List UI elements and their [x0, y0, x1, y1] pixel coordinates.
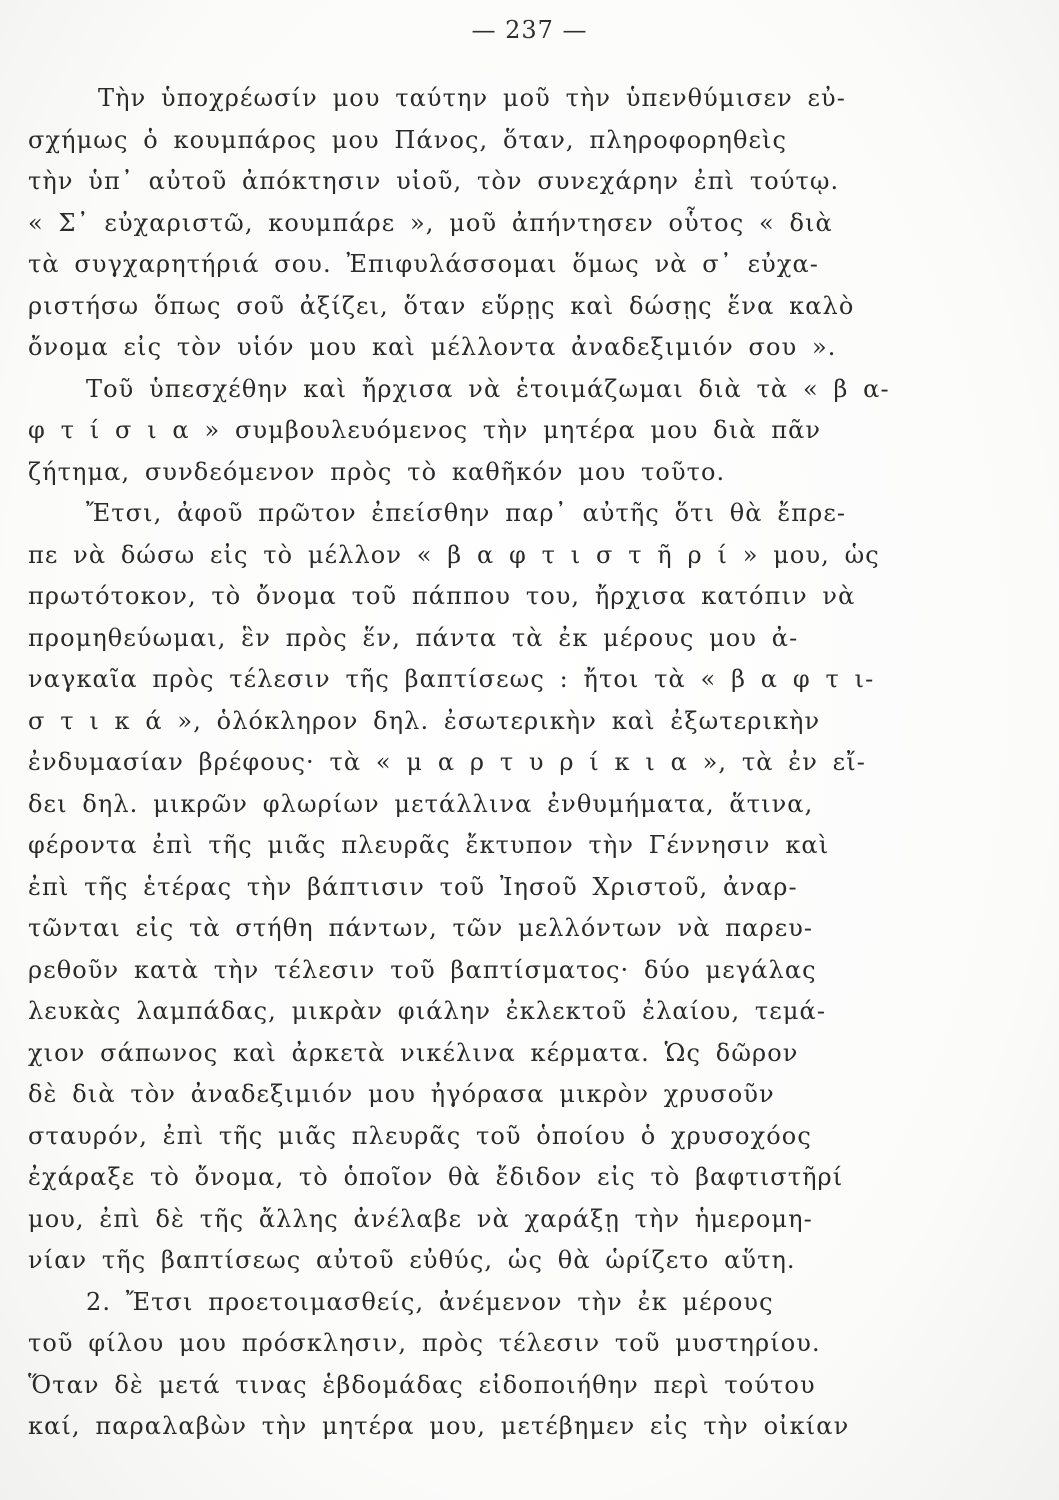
text-line: λευκὰς λαμπάδας, μικρὰν φιάλην ἐκλεκτοῦ ἐλαίου, τεμά-: [28, 997, 827, 1025]
page-number: — 237 —: [471, 16, 588, 44]
text-line: τὰ συγχαρητήριά σου. Ἐπιφυλάσσομαι ὅμως νὰ σ᾽ εὐχα-: [28, 250, 819, 278]
text-line: ζήτημα, συνδεόμενον πρὸς τὸ καθῆκόν μου τοῦτο.: [28, 457, 726, 486]
body-text: [28, 78, 1028, 1448]
text-line: « Σ᾽ εὐχαριστῶ, κουμπάρε », μοῦ ἀπήντησεν οὗτος « διὰ: [28, 208, 833, 237]
text-line: δει δηλ. μικρῶν φλωρίων μετάλλινα ἐνθυμήματα, ἅτινα,: [28, 789, 814, 818]
text-line: ρεθοῦν κατὰ τὴν τέλεσιν τοῦ βαπτίσματος· δύο μεγάλας: [28, 955, 817, 984]
text-line: Ὅταν δὲ μετά τινας ἑβδομάδας εἰδοποιήθην περὶ τούτου: [28, 1370, 816, 1399]
text-line: δὲ διὰ τὸν ἀναδεξιμιόν μου ἠγόρασα μικρὸν χρυσοῦν: [28, 1080, 775, 1108]
text-line: 2. Ἔτσι προετοιμασθείς, ἀνέμενον τὴν ἐκ μέρους: [86, 1287, 774, 1316]
text-line: πρωτότοκον, τὸ ὄνομα τοῦ πάππου του, ἤρχισα κατόπιν νὰ: [28, 582, 856, 610]
text-line: Ἔτσι, ἀφοῦ πρῶτον ἐπείσθην παρ᾽ αὐτῆς ὅτι θὰ ἔπρε-: [86, 499, 847, 527]
text-line: ὄνομα εἰς τὸν υἱόν μου καὶ μέλλοντα ἀναδεξιμιόν σου ».: [28, 333, 837, 361]
text-line: ἐχάραξε τὸ ὄνομα, τὸ ὁποῖον θὰ ἔδιδον εἰς τὸ βαφτιστῆρί: [28, 1163, 844, 1191]
text-line: νίαν τῆς βαπτίσεως αὐτοῦ εὐθύς, ὡς θὰ ὡρίζετο αὕτη.: [28, 1246, 796, 1274]
text-line: τῶνται εἰς τὰ στήθη πάντων, τῶν μελλόντων νὰ παρευ-: [28, 914, 814, 942]
text-line: ἐπὶ τῆς ἑτέρας τὴν βάπτισιν τοῦ Ἰησοῦ Χριστοῦ, ἀναρ-: [28, 872, 798, 901]
text-line: σχήμως ὁ κουμπάρος μου Πάνος, ὅταν, πληροφορηθεὶς: [28, 125, 788, 154]
text-line: σταυρόν, ἐπὶ τῆς μιᾶς πλευρᾶς τοῦ ὁποίου ὁ χρυσοχόος: [28, 1121, 812, 1150]
text-line: μου, ἐπὶ δὲ τῆς ἄλλης ἀνέλαβε νὰ χαράξῃ τὴν ἡμερομη-: [28, 1204, 813, 1233]
text-line: φέροντα ἐπὶ τῆς μιᾶς πλευρᾶς ἔκτυπον τὴν Γέννησιν καὶ: [28, 831, 830, 859]
text-line: φ τ ί σ ι α » συμβουλευόμενος τὴν μητέρα μου διὰ πᾶν: [28, 416, 822, 444]
text-line: προμηθεύωμαι, ἓν πρὸς ἕν, πάντα τὰ ἐκ μέρους μου ἀ-: [28, 623, 799, 652]
text-line: χιον σάπωνος καὶ ἀρκετὰ νικέλινα κέρματα. Ὡς δῶρον: [28, 1038, 799, 1067]
text-line: Τὴν ὑποχρέωσίν μου ταύτην μοῦ τὴν ὑπενθύμισεν εὐ-: [98, 84, 846, 112]
text-line: ἐνδυμασίαν βρέφους· τὰ « μ α ρ τ υ ρ ί κ ι α », τὰ ἐν εἴ-: [28, 748, 866, 776]
text-line: Τοῦ ὑπεσχέθην καὶ ἤρχισα νὰ ἑτοιμάζωμαι διὰ τὰ « β α-: [86, 374, 890, 403]
text-line: τοῦ φίλου μου πρόσκλησιν, πρὸς τέλεσιν τοῦ μυστηρίου.: [28, 1329, 821, 1357]
text-line: καί, παραλαβὼν τὴν μητέρα μου, μετέβημεν εἰς τὴν οἰκίαν: [28, 1412, 850, 1440]
text-line: ριστήσω ὅπως σοῦ ἀξίζει, ὅταν εὕρῃς καὶ δώσῃς ἕνα καλὸ: [28, 291, 855, 320]
text-line: τὴν ὑπ᾽ αὐτοῦ ἀπόκτησιν υἱοῦ, τὸν συνεχάρην ἐπὶ τούτῳ.: [28, 167, 840, 195]
text-line: ναγκαῖα πρὸς τέλεσιν τῆς βαπτίσεως : ἤτοι τὰ « β α φ τ ι-: [28, 665, 875, 693]
text-line: σ τ ι κ ά », ὁλόκληρον δηλ. ἐσωτερικὴν καὶ ἐξωτερικὴν: [28, 706, 821, 735]
text-line: πε νὰ δώσω εἰς τὸ μέλλον « β α φ τ ι σ τ ῆ ρ ί » μου, ὡς: [28, 540, 880, 569]
